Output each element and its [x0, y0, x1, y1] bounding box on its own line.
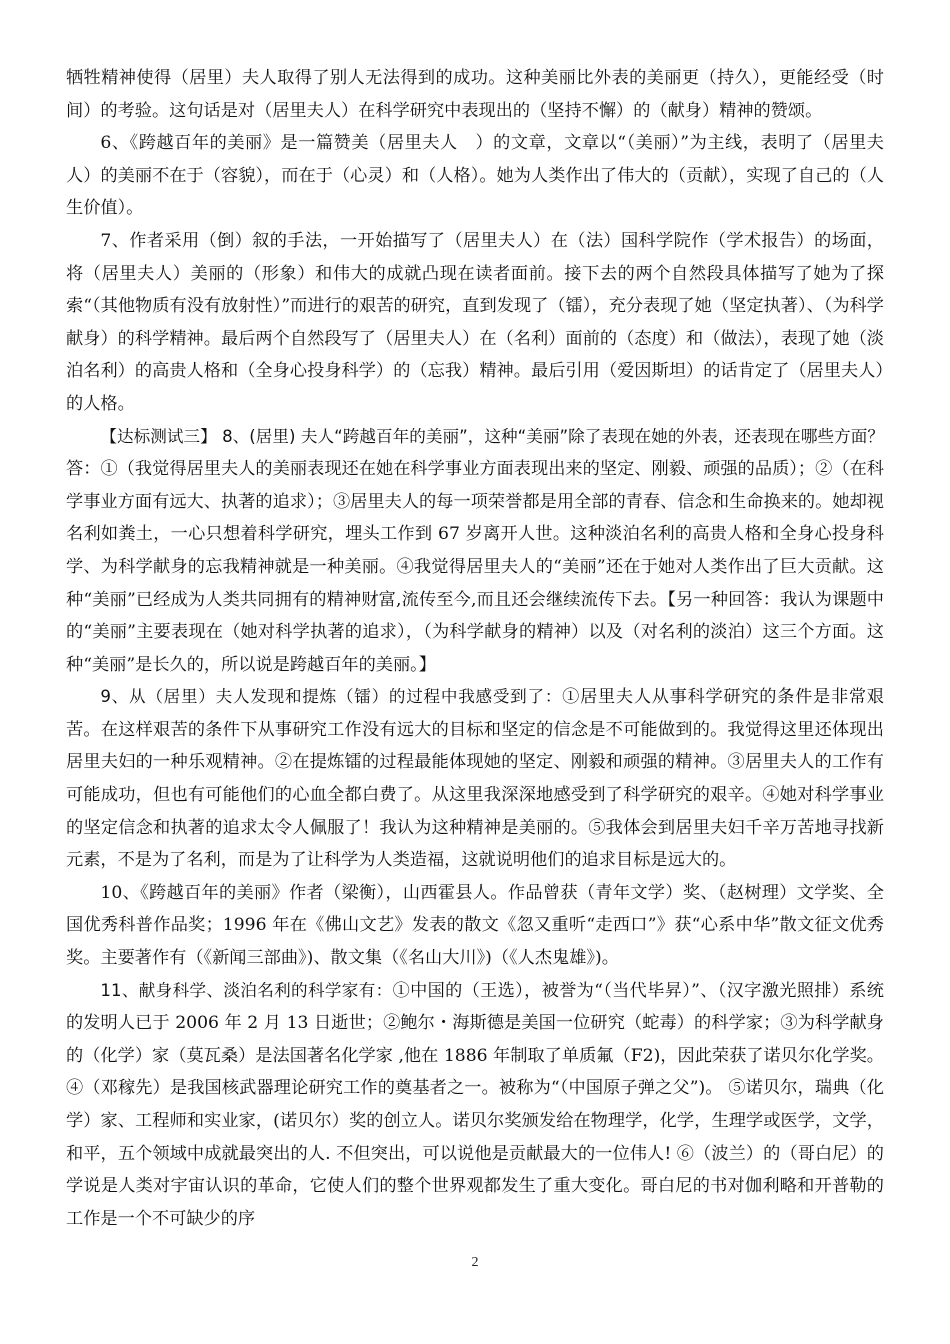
paragraph-continuation — [66, 62, 884, 127]
paragraph-text: 6、《跨越百年的美丽》是一篇赞美（居里夫人 ）的文章，文章以“（美丽）”为主线，表明了（居里夫人）的美丽不在于（容貌），而在于（心灵）和（人格）。她为人类作出了伟大的（贡献），实现了自己的（人生价值）。 — [66, 133, 884, 219]
answer-text: ①中国的（王选），被誉为“（当代毕昇）”、（汉字激光照排）系统的发明人已于 2006 年 2 月 13 日逝世；②鲍尔・海斯德是美国一位研究（蛇毒）的科学家；③为科学献身的（化学）家（莫瓦桑）是法国著名化学家 ,他在 1886 年制取了单质氟（F2)，因此荣获了诺贝尔化学奖。④（邓稼先）是我国核武器理论研究工作的奠基者之一。被称为“（中国原子弹之父”)。 ⑤诺贝尔，瑞典（化学）家、工程师和实业家，(诺贝尔）奖的创立人。诺贝尔奖颁发给在物理学，化学，生理学或医学，文学，和平，五个领域中成就最突出的人. 不但突出，可以说他是贡献最大的一位伟人! ⑥（波兰）的（哥白尼）的学说是人类对宇宙认识的革命，它使人们的整个世界观都发生了重大变化。哥白尼的书对伽利略和开普勒的工作是一个不可缺少的序 — [66, 980, 884, 1229]
paragraph-text: 7、作者采用（倒）叙的手法，一开始描写了（居里夫人）在（法）国科学院作（学术报告）的场面，将（居里夫人）美丽的（形象）和伟大的成就凸现在读者面前。接下去的两个自然段具体描写了她为了探索“（其他物质有没有放射性）”而进行的艰苦的研究，直到发现了（镭），充分表现了她（坚定执著）、（为科学献身）的科学精神。最后两个自然段写了（居里夫人）在（名利）面前的（态度）和（做法），表现了她（淡泊名利）的高贵人格和（全身心投身科学）的（忘我）精神。最后引用（爱因斯坦）的话肯定了（居里夫人）的人格。 — [66, 230, 884, 414]
question-text: 11、献身科学、淡泊名利的科学家有： — [100, 980, 393, 1000]
paragraph-6 — [66, 127, 884, 225]
paragraph-7 — [66, 225, 884, 421]
paragraph-11 — [66, 975, 884, 1236]
question-text: 【达标测试三】 8、(居里) 夫人“跨越百年的美丽”，这种“美丽”除了表现在她的外表，还表现在哪些方面？ — [100, 426, 884, 446]
paragraph-8 — [66, 421, 884, 682]
question-text: 9、从（居里）夫人发现和提炼（镭）的过程中我感受到了： — [100, 687, 563, 707]
paragraph-10 — [66, 877, 884, 975]
paragraph-text: 牺牲精神使得（居里）夫人取得了别人无法得到的成功。这种美丽比外表的美丽更（持久），更能经受（时间）的考验。这句话是对（居里夫人）在科学研究中表现出的（坚持不懈）的（献身）精神的赞颂。 — [66, 68, 884, 121]
answer-text: ①居里夫人从事科学研究的条件是非常艰苦。在这样艰苦的条件下从事研究工作没有远大的目标和坚定的信念是不可能做到的。我觉得这里还体现出居里夫妇的一种乐观精神。②在提炼镭的过程最能体现她的坚定、刚毅和顽强的精神。③居里夫人的工作有可能成功，但也有可能他们的心血全都白费了。从这里我深深地感受到了科学研究的艰辛。④她对科学事业的坚定信念和执著的追求太令人佩服了！我认为这种精神是美丽的。⑤我体会到居里夫妇千辛万苦地寻找新元素，不是为了名利，而是为了让科学为人类造福，这就说明他们的追求目标是远大的。 — [66, 687, 884, 871]
paragraph-text: 10、《跨越百年的美丽》作者（梁衡），山西霍县人。作品曾获（青年文学）奖、（赵树理）文学奖、全国优秀科普作品奖；1996 年在《佛山文艺》发表的散文《忽又重听“走西口”》获“心系中华”散文征文优秀奖。主要著作有（《新闻三部曲》)、散文集（《名山大川》)（《人杰鬼雄》)。 — [66, 882, 884, 969]
answer-text: 答：①（我觉得居里夫人的美丽表现还在她在科学事业方面表现出来的坚定、刚毅、顽强的品质）；②（在科学事业方面有远大、执著的追求）；③居里夫人的每一项荣誉都是用全部的青春、信念和生命换来的。她却视名利如粪土，一心只想着科学研究，埋头工作到 67 岁离开人世。这种淡泊名利的高贵人格和全身心投身科学、为科学献身的忘我精神就是一种美丽。④我觉得居里夫人的“美丽”还在于她对人类作出了巨大贡献。这种“美丽”已经成为人类共同拥有的精神财富,流传至今,而且还会继续流传下去。【另一种回答：我认为课题中的“美丽”主要表现在（她对科学执著的追求），（为科学献身的精神）以及（对名利的淡泊）这三个方面。这种“美丽”是长久的，所以说是跨越百年的美丽。】 — [66, 459, 884, 675]
page-number: 2 — [471, 1255, 479, 1270]
paragraph-9 — [66, 681, 884, 877]
